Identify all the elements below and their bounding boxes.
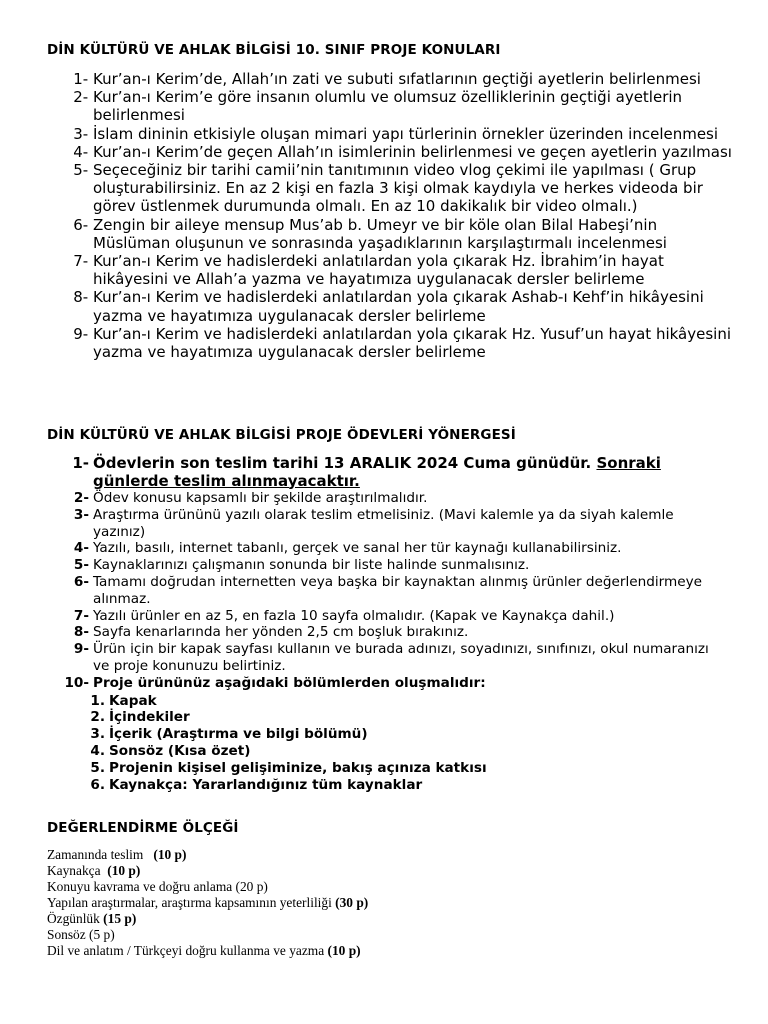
- item-number: 4-: [73, 142, 93, 161]
- item-number: 2-: [73, 88, 93, 107]
- evaluation-heading: DEĞERLENDİRME ÖLÇEĞİ: [47, 820, 239, 836]
- list-item: [0, 216, 768, 252]
- part-number: 3.: [90, 726, 105, 743]
- scale-row: [47, 943, 727, 959]
- list-item: [0, 624, 768, 641]
- item-text: Kaynaklarınızı çalışmanın sonunda bir liste halinde sunmalısınız.: [93, 557, 530, 574]
- part-text: İçerik (Araştırma ve bilgi bölümü): [109, 726, 368, 743]
- criterion-points: (5 p): [89, 927, 115, 942]
- item-text: Kur’an-ı Kerim ve hadislerdeki anlatılardan yola çıkarak Hz. Yusuf’un hayat hikâyesini yazma ve hayatımıza uygulanacak dersler belirleme: [93, 324, 731, 362]
- scale-row: [47, 895, 727, 911]
- criterion-label: Konuyu kavrama ve doğru anlama: [47, 879, 236, 894]
- part-number: 2.: [90, 709, 105, 726]
- item-number: 3-: [73, 124, 93, 143]
- item-text: Zengin bir aileye mensup Mus’ab b. Umeyr ve bir köle olan Bilal Habeşi’nin Müslüman oluşunun ve sonrasında yaşadıklarının karşılaştırmalı incelenmesi: [93, 215, 667, 252]
- criterion-points: (10 p): [153, 847, 187, 862]
- item-text: İslam dininin etkisiyle oluşan mimari yapı türlerinin örnekler üzerinden incelenmesi: [93, 124, 719, 143]
- part-text: Sonsöz (Kısa özet): [109, 742, 251, 759]
- list-item: [0, 540, 768, 557]
- item-text: Sayfa kenarlarında her yönden 2,5 cm boşluk bırakınız.: [93, 624, 469, 641]
- item-text: Kur’an-ı Kerim’de geçen Allah’ın isimlerinin belirlenmesi ve geçen ayetlerin yazılması: [93, 142, 732, 161]
- item-text: Kur’an-ı Kerim’de, Allah’ın zati ve subuti sıfatlarının geçtiği ayetlerin belirlenmesi: [93, 70, 701, 88]
- instructions-heading: DİN KÜLTÜRÜ VE AHLAK BİLGİSİ PROJE ÖDEVLERİ YÖNERGESİ: [47, 427, 516, 443]
- scale-row: [47, 911, 727, 927]
- list-item: [0, 641, 768, 675]
- list-item: [0, 143, 768, 161]
- item-number: 10-: [64, 674, 89, 691]
- criterion-label: Dil ve anlatım / Türkçeyi doğru kullanma ve yazma: [47, 943, 328, 958]
- criterion-label: Zamanında teslim: [47, 847, 154, 862]
- list-item: [0, 760, 768, 777]
- part-number: 1.: [90, 692, 105, 709]
- item-number: 5-: [73, 161, 93, 180]
- item-number: 7-: [73, 252, 93, 271]
- criterion-label: Yapılan araştırmalar, araştırma kapsamının yeterliliği: [47, 895, 336, 910]
- part-text: Kapak: [109, 692, 157, 709]
- scale-row: [47, 879, 727, 895]
- item-number: 4-: [73, 540, 89, 557]
- item-text: [93, 455, 728, 490]
- criterion-points: (10 p): [327, 943, 361, 958]
- criterion-points: (15 p): [103, 911, 137, 926]
- list-item: [0, 288, 768, 324]
- item-number: 6-: [73, 573, 89, 590]
- item-number: 2-: [73, 490, 89, 506]
- item-number: 1-: [73, 70, 93, 88]
- criterion-label: Kaynakça: [47, 863, 108, 878]
- list-item: [0, 574, 768, 608]
- item-number: 5-: [73, 557, 89, 574]
- criterion-points: (10 p): [107, 863, 141, 878]
- topics-heading: DİN KÜLTÜRÜ VE AHLAK BİLGİSİ 10. SINIF PROJE KONULARI: [47, 42, 501, 58]
- list-item: [0, 125, 768, 143]
- part-number: 4.: [90, 742, 105, 759]
- scale-row: [47, 847, 727, 863]
- part-text: Kaynakça: Yararlandığınız tüm kaynaklar: [109, 776, 423, 793]
- list-item: [0, 455, 768, 490]
- project-parts-list: [0, 693, 768, 794]
- item-text: Kur’an-ı Kerim’e göre insanın olumlu ve olumsuz özelliklerinin geçtiği ayetlerin belirlenmesi: [93, 88, 683, 125]
- item-text: Seçeceğiniz bir tarihi camii’nin tanıtımının video vlog çekimi ile yapılması ( Grup oluşturabilirsiniz. En az 2 kişi en fazla 3 kişi olmak kaydıyla ve herkes videoda bir görev üstlenmek durumunda olmalı. En az 10 dakikalık bir video olmalı.): [93, 161, 703, 216]
- item-number: 1-: [72, 454, 89, 472]
- evaluation-scale: [47, 847, 727, 959]
- item-number: 9-: [73, 641, 89, 658]
- item-text: Yazılı ürünler en az 5, en fazla 10 sayfa olmalıdır. (Kapak ve Kaynakça dahil.): [93, 607, 615, 624]
- list-item: [0, 70, 768, 88]
- item-text: Ödev konusu kapsamlı bir şekilde araştırılmalıdır.: [93, 490, 428, 506]
- instructions-list: [0, 455, 768, 793]
- criterion-points: (30 p): [335, 895, 369, 910]
- project-topics-list: [0, 70, 768, 361]
- item-number: 8-: [73, 288, 93, 307]
- list-item: [0, 693, 768, 710]
- part-text: Projenin kişisel gelişiminize, bakış açınıza katkısı: [109, 759, 487, 776]
- item-text: Kur’an-ı Kerim ve hadislerdeki anlatılardan yola çıkarak Ashab-ı Kehf’in hikâyesini yazma ve hayatımıza uygulanacak dersler belirleme: [93, 288, 704, 325]
- list-item: [0, 325, 768, 361]
- list-item: [0, 557, 768, 574]
- part-number: 6.: [90, 776, 105, 793]
- deadline-warning: Sonraki günlerde teslim alınmayacaktır.: [93, 454, 661, 490]
- item-number: 9-: [73, 324, 93, 343]
- deadline-text: Ödevlerin son teslim tarihi 13 ARALIK 2024 Cuma günüdür.: [93, 454, 597, 472]
- item-number: 6-: [73, 215, 93, 234]
- part-number: 5.: [90, 759, 105, 776]
- item-text: Yazılı, basılı, internet tabanlı, gerçek ve sanal her tür kaynağı kullanabilirsiniz.: [93, 540, 622, 557]
- criterion-points: (20 p): [235, 879, 268, 894]
- item-text: Proje ürününüz aşağıdaki bölümlerden oluşmalıdır:: [93, 674, 486, 691]
- item-number: 8-: [73, 624, 89, 641]
- item-text: Ürün için bir kapak sayfası kullanın ve burada adınızı, soyadınızı, sınıfınızı, okul numaranızı ve proje konunuzu belirtiniz.: [93, 641, 709, 674]
- item-text: Tamamı doğrudan internetten veya başka bir kaynaktan alınmış ürünler değerlendirmeye alınmaz.: [93, 573, 703, 607]
- list-item: [0, 777, 768, 794]
- item-text: Kur’an-ı Kerim ve hadislerdeki anlatılardan yola çıkarak Hz. İbrahim’in hayat hikâyesini ve Allah’a yazma ve hayatımıza uygulanacak dersler belirleme: [93, 252, 664, 289]
- list-item: [0, 490, 768, 507]
- list-item: [0, 161, 768, 216]
- criterion-label: Sonsöz: [47, 927, 90, 942]
- scale-row: [47, 863, 727, 879]
- item-number: 3-: [73, 506, 89, 523]
- list-item: [0, 507, 768, 541]
- part-text: İçindekiler: [109, 709, 190, 726]
- item-number: 7-: [73, 607, 89, 624]
- item-text: Araştırma ürününü yazılı olarak teslim etmelisiniz. (Mavi kalemle ya da siyah kalemle yazınız): [93, 506, 674, 540]
- list-item: [0, 88, 768, 124]
- list-item: [0, 608, 768, 625]
- list-item: [0, 743, 768, 760]
- list-item: [0, 252, 768, 288]
- list-item: [0, 675, 768, 692]
- scale-row: [47, 927, 727, 943]
- criterion-label: Özgünlük: [47, 911, 104, 926]
- list-item: [0, 726, 768, 743]
- list-item: [0, 709, 768, 726]
